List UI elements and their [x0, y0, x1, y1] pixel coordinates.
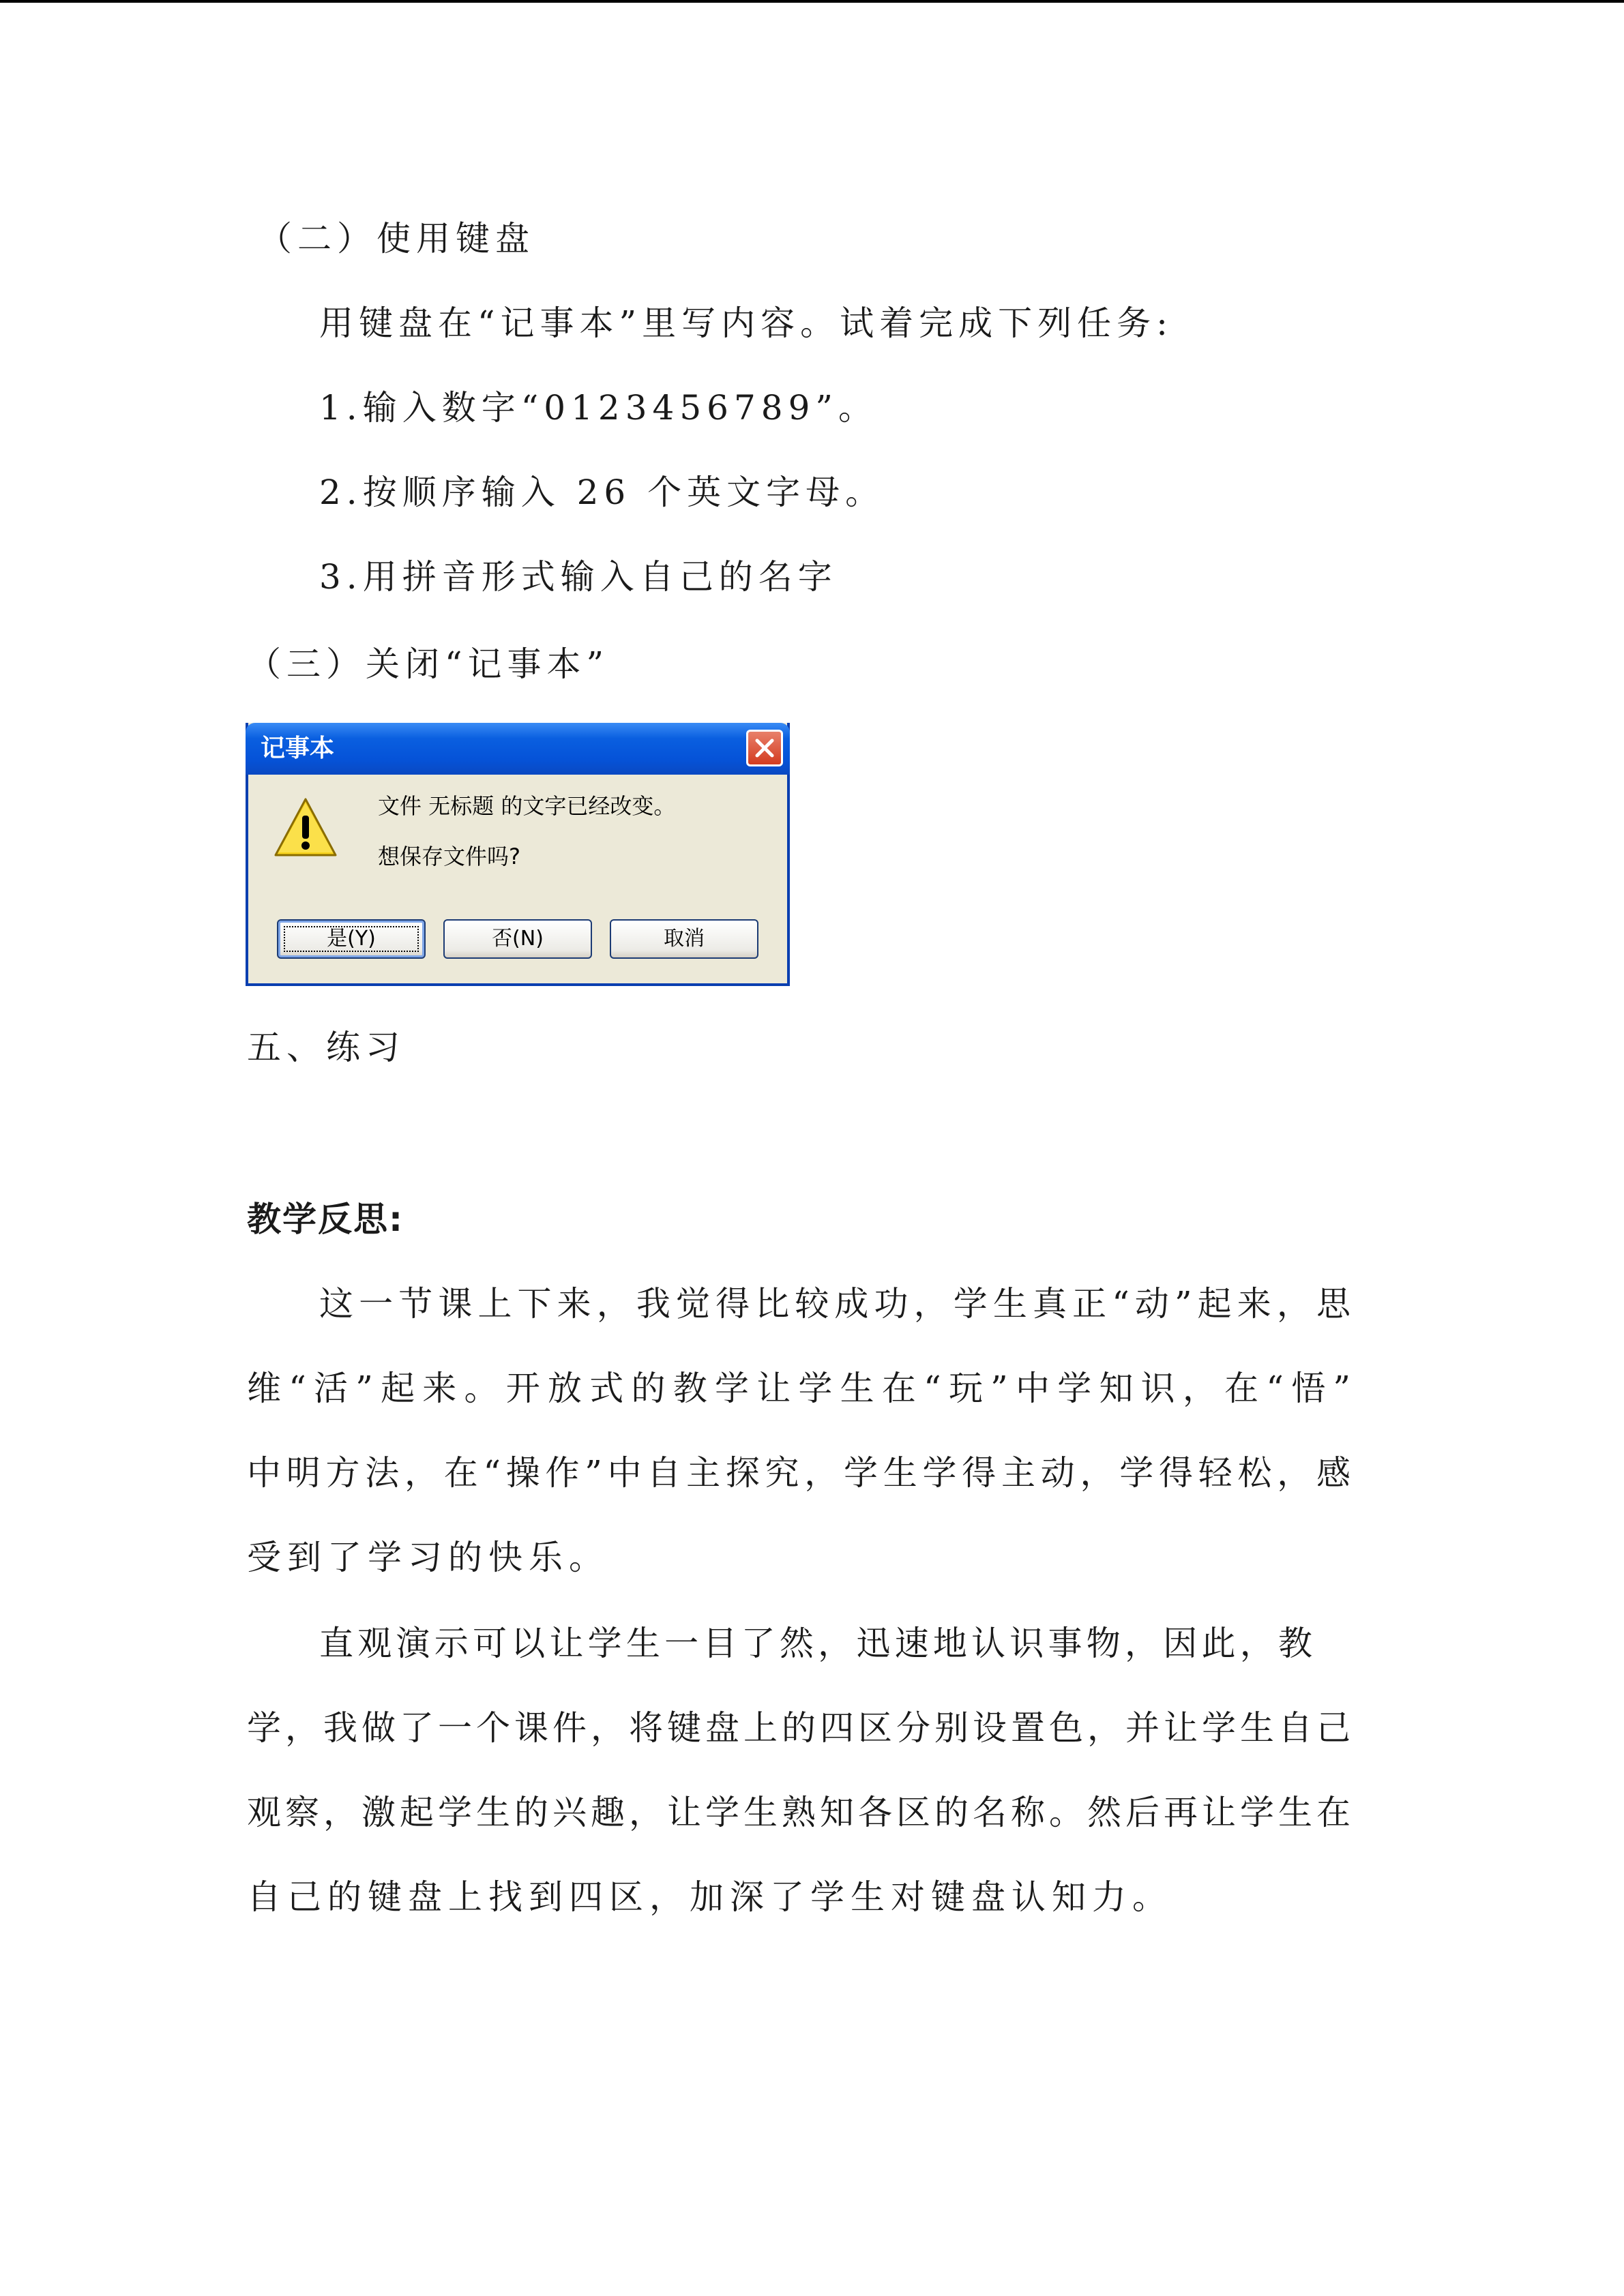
yes-button[interactable]	[277, 919, 426, 959]
no-button[interactable]	[443, 919, 592, 959]
focus-rectangle	[284, 926, 419, 952]
reflection-p1-line1: 这一节课上下来，我觉得比较成功，学生真正“动”起来，思	[319, 1284, 1350, 1324]
reflection-p1-line4: 受到了学习的快乐。	[247, 1538, 609, 1577]
task-item-1: 1.输入数字“0123456789”。	[319, 388, 878, 428]
notepad-save-dialog	[246, 723, 790, 986]
dialog-title-bar	[246, 723, 790, 775]
section-two-heading: （二）使用键盘	[258, 219, 535, 258]
cancel-button[interactable]	[610, 919, 758, 959]
reflection-heading: 教学反思:	[247, 1199, 404, 1239]
dialog-message-line2: 想保存文件吗?	[378, 844, 520, 869]
section-five-heading: 五、练习	[247, 1028, 405, 1067]
dialog-title: 记事本	[261, 734, 335, 762]
task-item-3: 3.用拼音形式输入自己的名字	[319, 557, 838, 597]
reflection-p2-line1: 直观演示可以让学生一目了然，迅速地认识事物，因此，教	[319, 1624, 1312, 1663]
section-two-intro: 用键盘在“记事本”里写内容。试着完成下列任务:	[319, 303, 1173, 343]
dialog-message-line1: 文件 无标题 的文字已经改变。	[378, 793, 676, 819]
warning-icon	[273, 796, 338, 859]
yes-button-label: 是(Y)	[327, 927, 376, 951]
reflection-p1-line3: 中明方法，在“操作”中自主探究，学生学得主动，学得轻松，感	[247, 1453, 1350, 1493]
reflection-p2-line2: 学，我做了一个课件，将键盘上的四区分别设置色，并让学生自己	[247, 1708, 1350, 1748]
reflection-p2-line4: 自己的键盘上找到四区，加深了学生对键盘认知力。	[247, 1877, 1172, 1917]
reflection-p1-line2: 维“活”起来。开放式的教学让学生在“玩”中学知识，在“悟”	[247, 1369, 1350, 1408]
no-button-label: 否(N)	[492, 927, 544, 951]
close-icon	[754, 737, 776, 759]
task-item-2: 2.按顺序输入 26 个英文字母。	[319, 473, 885, 512]
section-three-heading: （三）关闭“记事本”	[247, 644, 610, 684]
close-button[interactable]	[746, 730, 783, 766]
cancel-button-label: 取消	[664, 927, 705, 951]
reflection-p2-line3: 观察，激起学生的兴趣，让学生熟知各区的名称。然后再让学生在	[247, 1793, 1350, 1832]
page-top-border	[0, 0, 1624, 3]
